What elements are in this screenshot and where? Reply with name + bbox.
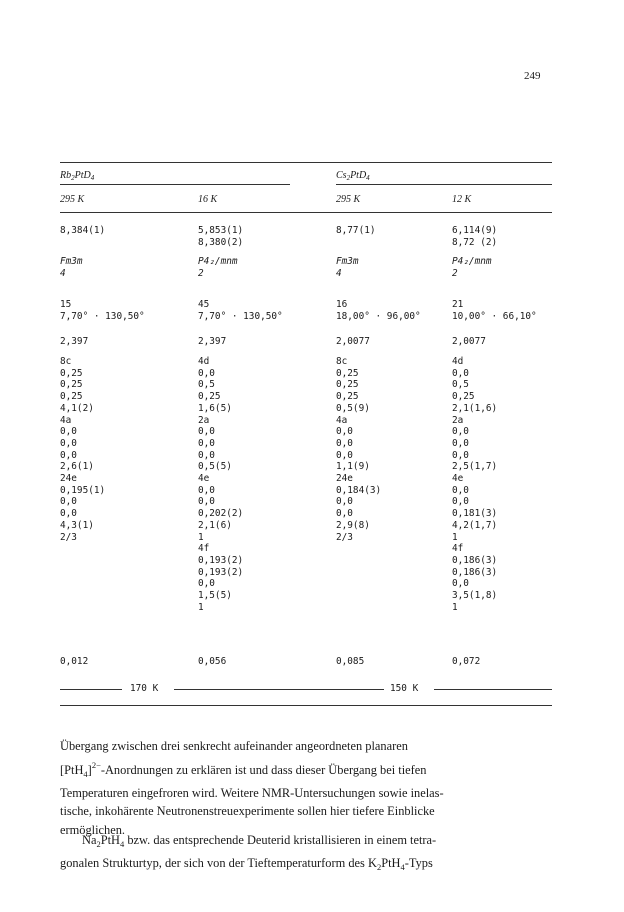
- table-cell: [60, 299, 145, 322]
- table-cell-value: 0,0: [60, 426, 77, 438]
- table-cell-value: 4,2(1,7): [452, 519, 498, 531]
- table-cell-value: 0,0: [198, 437, 215, 449]
- compound-header-rb: $Rb_2PtD_4$: [60, 170, 95, 182]
- table-cell: [60, 356, 105, 543]
- table-cell-value: 2,1(6): [198, 519, 232, 531]
- table-cell-value: 0,012: [60, 656, 89, 667]
- table-cell-value: Fm3m: [336, 256, 359, 267]
- table-cell: [452, 256, 492, 279]
- table-cell-value: 0,056: [198, 656, 227, 667]
- table-cell-value: 4e: [452, 473, 464, 485]
- table-cell-value: 7,70° · 130,50°: [60, 310, 145, 322]
- table-cell-value: 0,0: [336, 508, 353, 520]
- table-cell-value: 4: [336, 267, 342, 279]
- table-cell-value: 0,195(1): [60, 484, 106, 496]
- table-cell-value: 4f: [198, 543, 210, 555]
- table-cell-value: 0,193(2): [198, 554, 244, 566]
- table-cell-value: 0,0: [452, 484, 469, 496]
- table-cell-value: 18,00° · 96,00°: [336, 310, 421, 322]
- table-cell: [60, 225, 105, 237]
- table-cell-value: 0,0: [452, 426, 469, 438]
- temperature-header: 16 K: [198, 194, 218, 205]
- table-cell-value: 8c: [60, 356, 72, 367]
- table-cell-value: 0,0: [198, 367, 215, 379]
- table-cell-value: 0,0: [336, 449, 353, 461]
- table-cell-value: 24e: [60, 473, 77, 485]
- table-cell-value: 0,0: [452, 578, 469, 590]
- table-top-rule: [60, 162, 552, 163]
- transition-rule-left: [60, 689, 122, 690]
- rb-header-rule: [60, 184, 290, 185]
- table-cell: [452, 336, 486, 348]
- table-cell-value: 0,181(3): [452, 508, 498, 520]
- table-cell-value: 5,853(1): [198, 225, 244, 236]
- table-cell-value: 0,072: [452, 656, 481, 667]
- table-cell: [336, 336, 370, 348]
- table-cell: [336, 225, 376, 237]
- table-cell-value: 0,0: [336, 437, 353, 449]
- table-cell-value: 21: [452, 299, 464, 310]
- table-cell-value: 0,0: [452, 367, 469, 379]
- table-cell: [60, 256, 83, 279]
- table-cell-value: 4e: [198, 473, 210, 485]
- table-cell: [198, 336, 226, 348]
- page-number: 249: [524, 70, 541, 82]
- table-cell-value: 15: [60, 299, 72, 310]
- temperature-header: 12 K: [452, 194, 472, 205]
- transition-temp-rb: 170 K: [130, 683, 159, 694]
- table-cell-value: 0,25: [198, 391, 221, 403]
- table-cell-value: 0,186(3): [452, 566, 498, 578]
- table-cell-value: 0,25: [60, 379, 83, 391]
- table-bottom-rule: [60, 705, 552, 706]
- table-cell-value: 1: [198, 531, 204, 543]
- table-cell-value: P4₂/mnm: [198, 256, 238, 267]
- table-cell-value: 0,202(2): [198, 508, 244, 520]
- table-cell-value: 0,0: [336, 496, 353, 508]
- table-cell-value: 1: [198, 601, 204, 613]
- transition-rule-right: [434, 689, 552, 690]
- table-cell-value: 8c: [336, 356, 348, 367]
- table-cell-value: 4,1(2): [60, 402, 94, 414]
- paragraph-line: gonalen Strukturtyp, der sich von der Tieftemperaturform des $K_2PtH_4$-Typs: [60, 855, 433, 872]
- table-cell: [60, 336, 88, 348]
- table-cell: [198, 256, 238, 279]
- table-cell-value: 0,0: [198, 426, 215, 438]
- table-cell-value: 0,25: [60, 367, 83, 379]
- table-cell-value: 4: [60, 267, 66, 279]
- temperature-row-rule: [60, 212, 552, 213]
- table-cell-value: 0,25: [60, 391, 83, 403]
- compound-header-cs: $Cs_2PtD_4$: [336, 170, 370, 182]
- table-cell-value: 0,0: [198, 484, 215, 496]
- table-cell-value: 0,5: [452, 379, 469, 391]
- table-cell-value: 8,72 (2): [452, 236, 498, 248]
- table-cell: [452, 225, 497, 248]
- table-cell-value: 3,5(1,8): [452, 590, 498, 602]
- table-cell-value: 0,0: [60, 449, 77, 461]
- table-cell-value: 0,0: [452, 496, 469, 508]
- paragraph-line: $[PtH_4]^{2-}$-Anordnungen zu erklären ist und dass dieser Übergang bei tiefen: [60, 759, 427, 779]
- table-cell-value: 0,085: [336, 656, 365, 667]
- table-cell-value: 0,0: [60, 437, 77, 449]
- table-cell-value: 8,380(2): [198, 236, 244, 248]
- paragraph-1: [60, 737, 550, 840]
- table-cell-value: 0,25: [336, 379, 359, 391]
- table-cell-value: 2a: [198, 414, 210, 426]
- table-cell-value: 8,77(1): [336, 225, 376, 236]
- table-cell-value: 0,186(3): [452, 554, 498, 566]
- table-cell-value: 0,0: [452, 449, 469, 461]
- table-cell-value: Fm3m: [60, 256, 83, 267]
- table-cell: [336, 256, 359, 279]
- table-cell-value: 1: [452, 601, 458, 613]
- table-cell-value: 7,70° · 130,50°: [198, 310, 283, 322]
- table-cell-value: 2: [198, 267, 204, 279]
- table-cell-value: 0,0: [198, 578, 215, 590]
- paragraph-line: $Na_2PtH_4$ bzw. das entsprechende Deuterid kristallisieren in einem tetra-: [82, 833, 437, 849]
- table-cell-value: 2a: [452, 414, 464, 426]
- transition-rule-mid: [174, 689, 384, 690]
- table-cell: [198, 299, 283, 322]
- table-cell-value: 8,384(1): [60, 225, 106, 236]
- table-cell-value: 4,3(1): [60, 519, 94, 531]
- table-cell: [60, 656, 88, 668]
- table-cell-value: 10,00° · 66,10°: [452, 310, 537, 322]
- table-cell-value: 1,5(5): [198, 590, 232, 602]
- table-cell: [452, 356, 497, 613]
- table-cell-value: 0,25: [336, 391, 359, 403]
- table-cell: [198, 225, 243, 248]
- table-cell-value: 4a: [60, 414, 72, 426]
- table-cell-value: 2,397: [60, 336, 89, 347]
- table-cell-value: 2: [452, 267, 458, 279]
- table-cell-value: 1,6(5): [198, 402, 232, 414]
- table-cell-value: 0,25: [452, 391, 475, 403]
- table-cell-value: 2,0077: [336, 336, 370, 347]
- table-cell: [336, 656, 364, 668]
- table-cell: [198, 656, 226, 668]
- table-cell-value: 0,0: [60, 508, 77, 520]
- table-cell-value: 0,193(2): [198, 566, 244, 578]
- paragraph-line: ermöglichen.: [60, 823, 126, 838]
- table-cell-value: 6,114(9): [452, 225, 498, 236]
- table-cell: [336, 356, 381, 543]
- table-cell-value: 45: [198, 299, 210, 310]
- paragraph-2: [60, 831, 550, 877]
- table-cell-value: 2/3: [336, 531, 353, 543]
- paragraph-line: tische, inkohärente Neutronenstreuexperimente sollen hier tiefere Einblicke: [60, 804, 435, 819]
- table-cell-value: 2,397: [198, 336, 227, 347]
- table-cell-value: 0,5: [198, 379, 215, 391]
- cs-header-rule: [336, 184, 552, 185]
- table-cell-value: 2,0077: [452, 336, 486, 347]
- table-cell-value: 0,0: [198, 496, 215, 508]
- table-cell-value: 4f: [452, 543, 464, 555]
- table-cell-value: 0,0: [336, 426, 353, 438]
- table-cell-value: 16: [336, 299, 348, 310]
- table-cell: [336, 299, 421, 322]
- table-cell-value: P4₂/mnm: [452, 256, 492, 267]
- table-cell-value: 1: [452, 531, 458, 543]
- table-cell-value: 0,0: [60, 496, 77, 508]
- table-cell-value: 4d: [452, 356, 464, 367]
- table-cell: [452, 656, 480, 668]
- table-cell-value: 0,5(9): [336, 402, 370, 414]
- temperature-header: 295 K: [60, 194, 85, 205]
- table-cell-value: 0,0: [452, 437, 469, 449]
- table-cell-value: 2,5(1,7): [452, 461, 498, 473]
- table-cell: [452, 299, 537, 322]
- table-cell-value: 4a: [336, 414, 348, 426]
- table-cell-value: 0,5(5): [198, 461, 232, 473]
- table-cell: [198, 356, 243, 613]
- table-cell-value: 2,6(1): [60, 461, 94, 473]
- table-cell-value: 24e: [336, 473, 353, 485]
- transition-temp-cs: 150 K: [390, 683, 419, 694]
- temperature-header: 295 K: [336, 194, 361, 205]
- table-cell-value: 1,1(9): [336, 461, 370, 473]
- table-cell-value: 2/3: [60, 531, 77, 543]
- table-cell-value: 2,1(1,6): [452, 402, 498, 414]
- paragraph-line: Übergang zwischen drei senkrecht aufeinander angeordneten planaren: [60, 739, 408, 753]
- table-cell-value: 0,25: [336, 367, 359, 379]
- table-cell-value: 0,0: [198, 449, 215, 461]
- table-cell-value: 4d: [198, 356, 210, 367]
- paragraph-line: Temperaturen eingefroren wird. Weitere NMR-Untersuchungen sowie inelas-: [60, 785, 444, 800]
- table-cell-value: 0,184(3): [336, 484, 382, 496]
- table-cell-value: 2,9(8): [336, 519, 370, 531]
